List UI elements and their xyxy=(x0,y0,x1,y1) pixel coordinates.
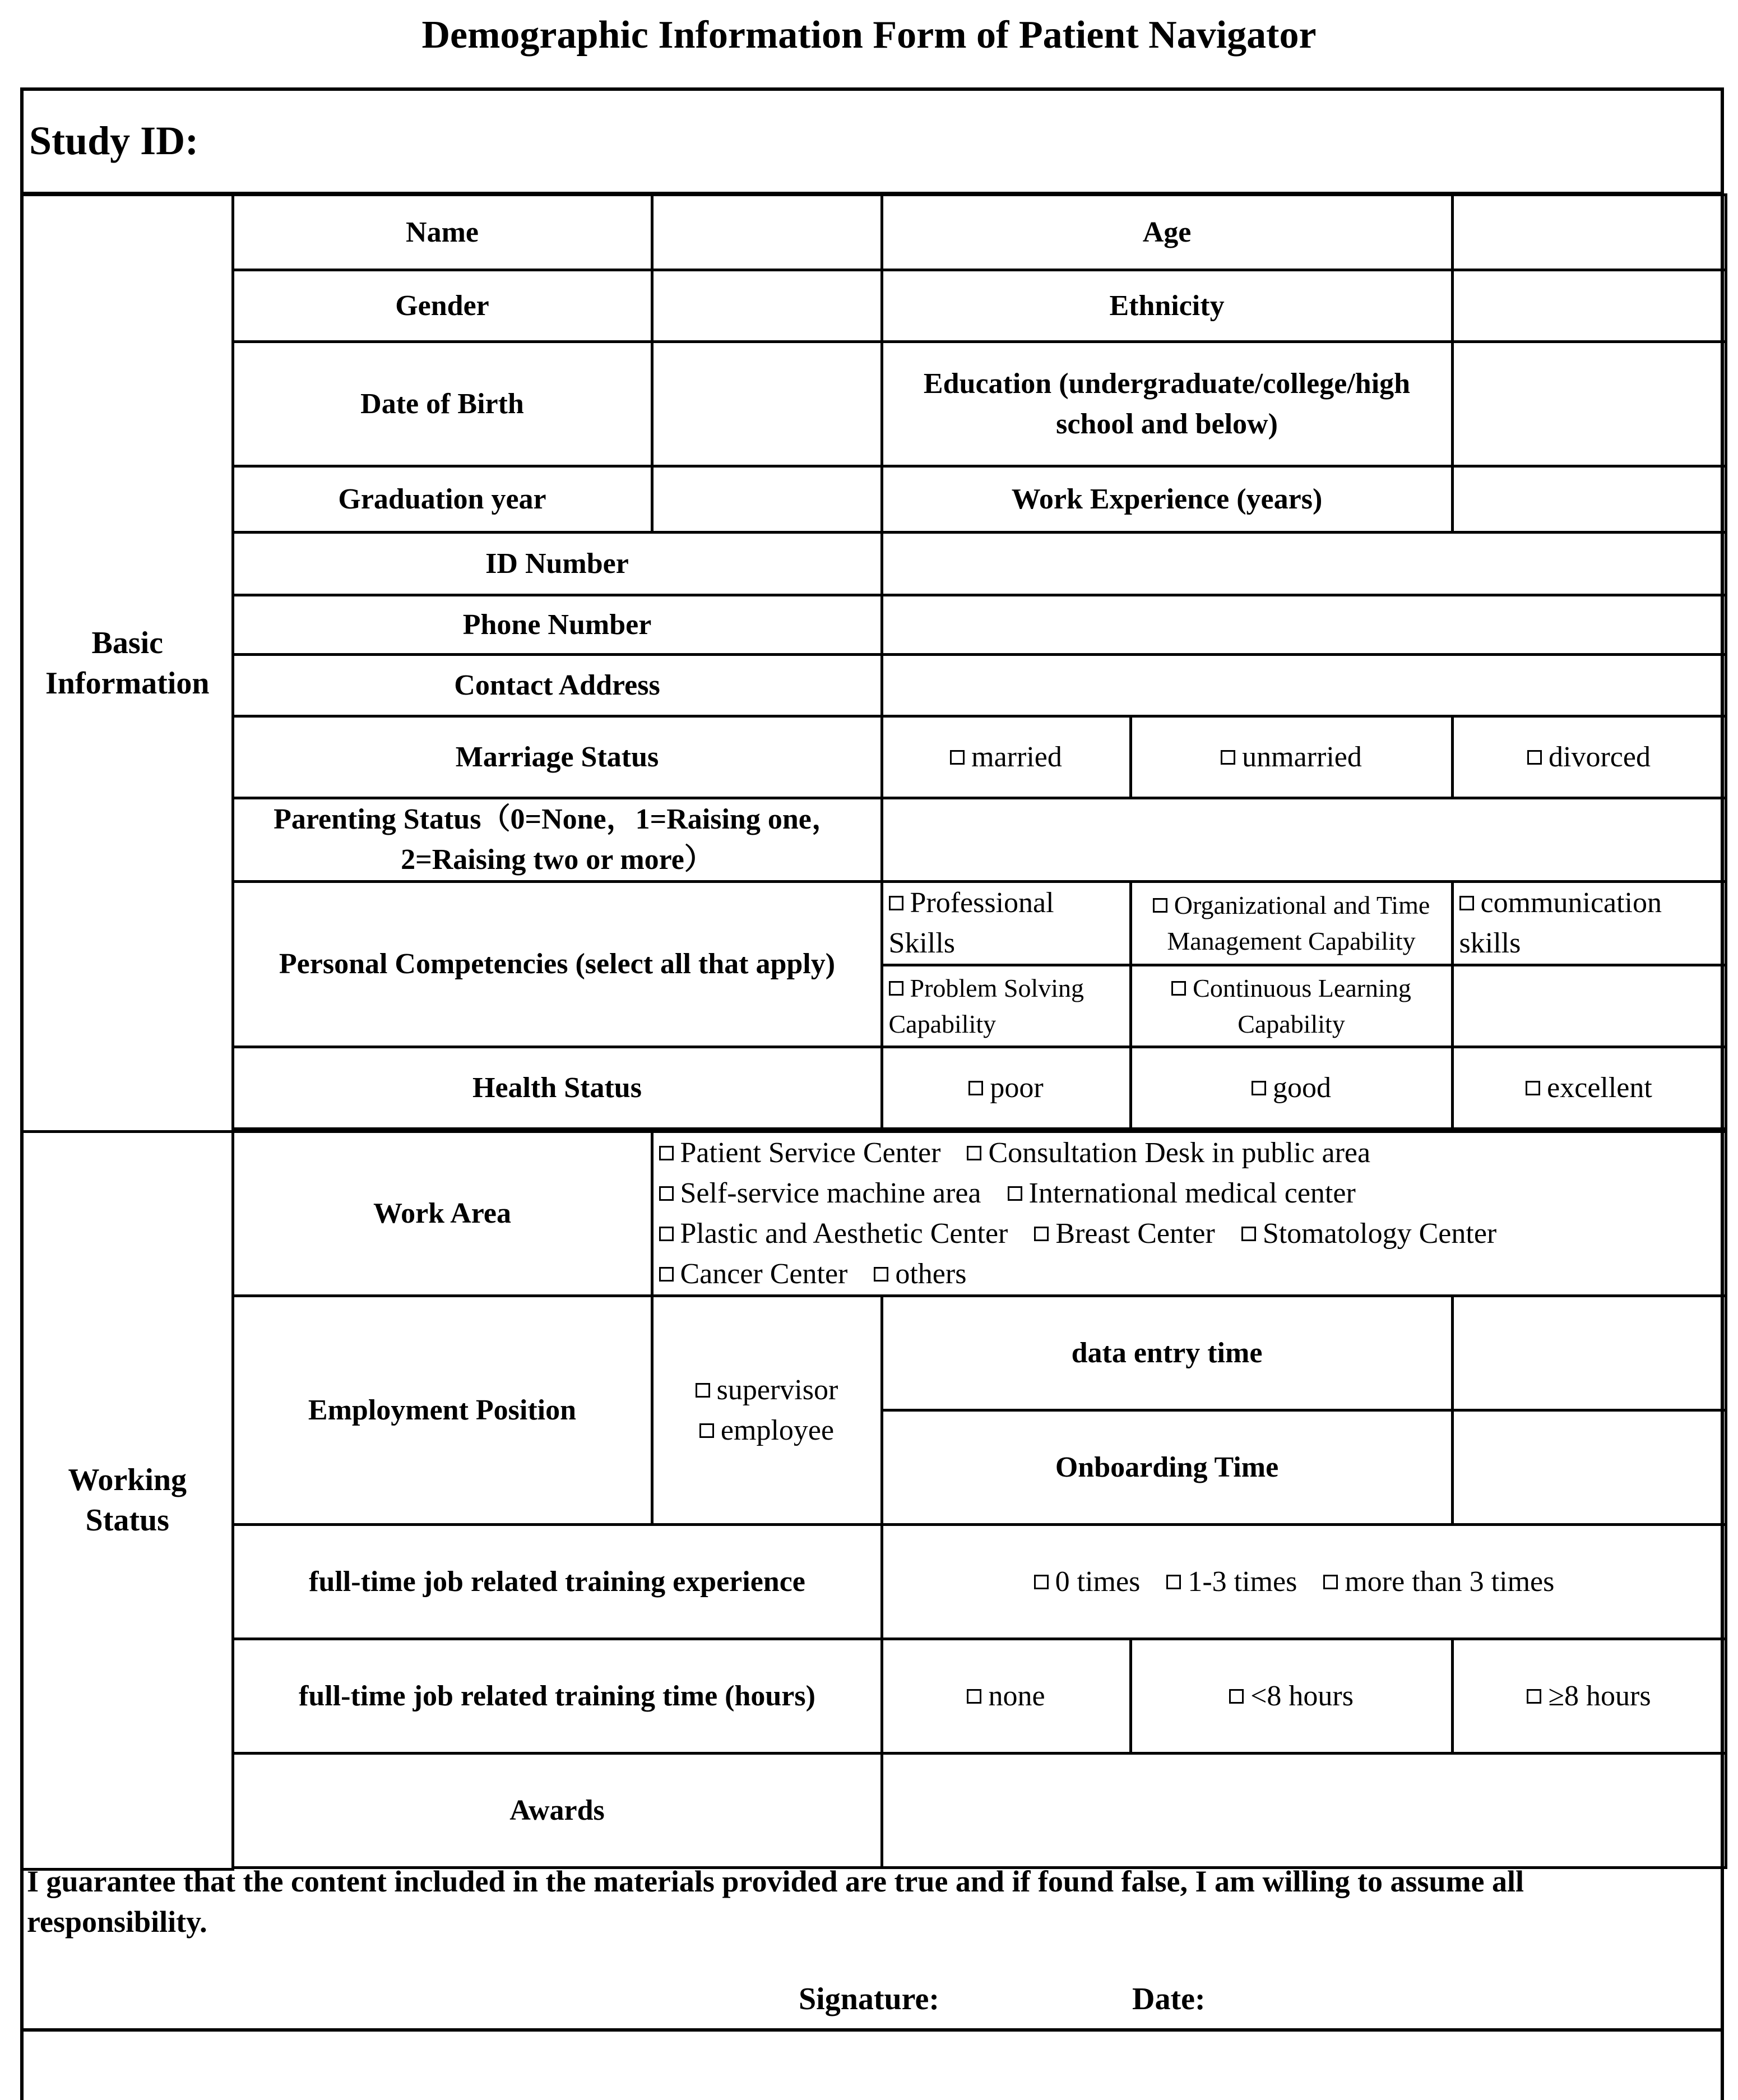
section-basic-information: Basic Information xyxy=(22,195,233,1132)
age-label: Age xyxy=(882,195,1452,270)
data-entry-time-field[interactable] xyxy=(1452,1296,1726,1410)
name-field[interactable] xyxy=(652,195,882,270)
option-communication-skills[interactable]: communication skills xyxy=(1452,882,1726,965)
awards-field[interactable] xyxy=(882,1754,1726,1868)
name-label: Name xyxy=(233,195,652,270)
contact-address-label: Contact Address xyxy=(233,655,882,716)
checkbox[interactable] xyxy=(1252,1081,1266,1095)
study-id-row xyxy=(20,87,1724,195)
option-others[interactable]: others xyxy=(874,1258,966,1290)
phone-number-field[interactable] xyxy=(882,595,1726,655)
parenting-status-label: Parenting Status（0=None，1=Raising one，2=Raising two or more） xyxy=(233,798,882,882)
option-divorced[interactable]: divorced xyxy=(1452,716,1726,798)
employment-position-label: Employment Position xyxy=(233,1296,652,1525)
checkbox[interactable] xyxy=(889,981,903,996)
checkbox[interactable] xyxy=(950,750,965,765)
bottom-divider xyxy=(20,2028,1724,2032)
option-good[interactable]: good xyxy=(1130,1047,1452,1129)
checkbox[interactable] xyxy=(1171,981,1186,996)
option-patient-service-center[interactable]: Patient Service Center xyxy=(659,1137,941,1169)
option-none[interactable]: none xyxy=(882,1639,1130,1754)
option-continuous-learning[interactable]: Continuous Learning Capability xyxy=(1130,965,1452,1047)
option-employee[interactable]: employee xyxy=(659,1410,875,1451)
dob-field[interactable] xyxy=(652,342,882,466)
checkbox[interactable] xyxy=(1527,750,1542,765)
age-field[interactable] xyxy=(1452,195,1726,270)
checkbox[interactable] xyxy=(1526,1081,1540,1095)
awards-label: Awards xyxy=(233,1754,882,1868)
form-title: Demographic Information Form of Patient Navigator xyxy=(421,13,1317,57)
checkbox[interactable] xyxy=(1153,898,1167,913)
position-options xyxy=(652,1296,882,1525)
marriage-status-label: Marriage Status xyxy=(233,716,882,798)
contact-address-field[interactable] xyxy=(882,655,1726,716)
option-married[interactable]: married xyxy=(882,716,1130,798)
checkbox[interactable] xyxy=(968,1081,983,1095)
option-unmarried[interactable]: unmarried xyxy=(1130,716,1452,798)
option-breast-center[interactable]: Breast Center xyxy=(1034,1218,1215,1250)
option-8-hours-or-more[interactable]: ≥8 hours xyxy=(1452,1639,1726,1754)
ethnicity-field[interactable] xyxy=(1452,270,1726,342)
id-number-label: ID Number xyxy=(233,533,882,595)
option-stomatology-center[interactable]: Stomatology Center xyxy=(1241,1218,1496,1250)
form-table xyxy=(20,193,1727,1871)
option-cancer-center[interactable]: Cancer Center xyxy=(659,1258,848,1290)
option-poor[interactable]: poor xyxy=(882,1047,1130,1129)
option-excellent[interactable]: excellent xyxy=(1452,1047,1726,1129)
data-entry-time-label: data entry time xyxy=(882,1296,1452,1410)
declaration-text: I guarantee that the content included in the materials provided are true and if found false, I am willing to assume all responsibility. xyxy=(27,1865,1524,1939)
training-experience-label: full-time job related training experience xyxy=(233,1525,882,1639)
option-international-medical-center[interactable]: International medical center xyxy=(1008,1177,1356,1209)
phone-number-label: Phone Number xyxy=(233,595,882,655)
option-1-3-times[interactable]: 1-3 times xyxy=(1166,1566,1297,1598)
health-status-label: Health Status xyxy=(233,1047,882,1129)
option-problem-solving[interactable]: Problem Solving Capability xyxy=(882,965,1130,1047)
training-experience-options xyxy=(882,1525,1726,1639)
study-id-label: Study ID: xyxy=(29,118,199,163)
education-label: Education (undergraduate/college/high school and below) xyxy=(882,342,1452,466)
option-self-service-area[interactable]: Self-service machine area xyxy=(659,1177,981,1209)
parenting-status-field[interactable] xyxy=(882,798,1726,882)
option-plastic-aesthetic-center[interactable]: Plastic and Aesthetic Center xyxy=(659,1218,1008,1250)
work-area-options xyxy=(652,1132,1726,1296)
graduation-year-field[interactable] xyxy=(652,466,882,533)
section-working-status: Working Status xyxy=(22,1132,233,1870)
work-experience-label: Work Experience (years) xyxy=(882,466,1452,533)
signature-label: Signature: xyxy=(799,1982,939,2016)
option-consultation-desk[interactable]: Consultation Desk in public area xyxy=(967,1137,1370,1169)
checkbox[interactable] xyxy=(1459,896,1474,910)
ethnicity-label: Ethnicity xyxy=(882,270,1452,342)
competencies-label: Personal Competencies (select all that apply) xyxy=(233,882,882,1047)
gender-field[interactable] xyxy=(652,270,882,342)
option-organizational-time-management[interactable]: Organizational and Time Management Capability xyxy=(1130,882,1452,965)
onboarding-time-field[interactable] xyxy=(1452,1410,1726,1525)
option-supervisor[interactable]: supervisor xyxy=(659,1370,875,1410)
checkbox[interactable] xyxy=(1221,750,1235,765)
option-less-than-8-hours[interactable]: <8 hours xyxy=(1130,1639,1452,1754)
dob-label: Date of Birth xyxy=(233,342,652,466)
training-time-label: full-time job related training time (hours) xyxy=(233,1639,882,1754)
competency-empty-cell xyxy=(1452,965,1726,1047)
option-0-times[interactable]: 0 times xyxy=(1034,1566,1141,1598)
graduation-year-label: Graduation year xyxy=(233,466,652,533)
work-area-label: Work Area xyxy=(233,1132,652,1296)
gender-label: Gender xyxy=(233,270,652,342)
education-field[interactable] xyxy=(1452,342,1726,466)
onboarding-time-label: Onboarding Time xyxy=(882,1410,1452,1525)
option-professional-skills[interactable]: Professional Skills xyxy=(882,882,1130,965)
option-more-than-3-times[interactable]: more than 3 times xyxy=(1323,1566,1554,1598)
id-number-field[interactable] xyxy=(882,533,1726,595)
checkbox[interactable] xyxy=(889,896,903,910)
work-experience-field[interactable] xyxy=(1452,466,1726,533)
date-label: Date: xyxy=(1132,1982,1206,2016)
